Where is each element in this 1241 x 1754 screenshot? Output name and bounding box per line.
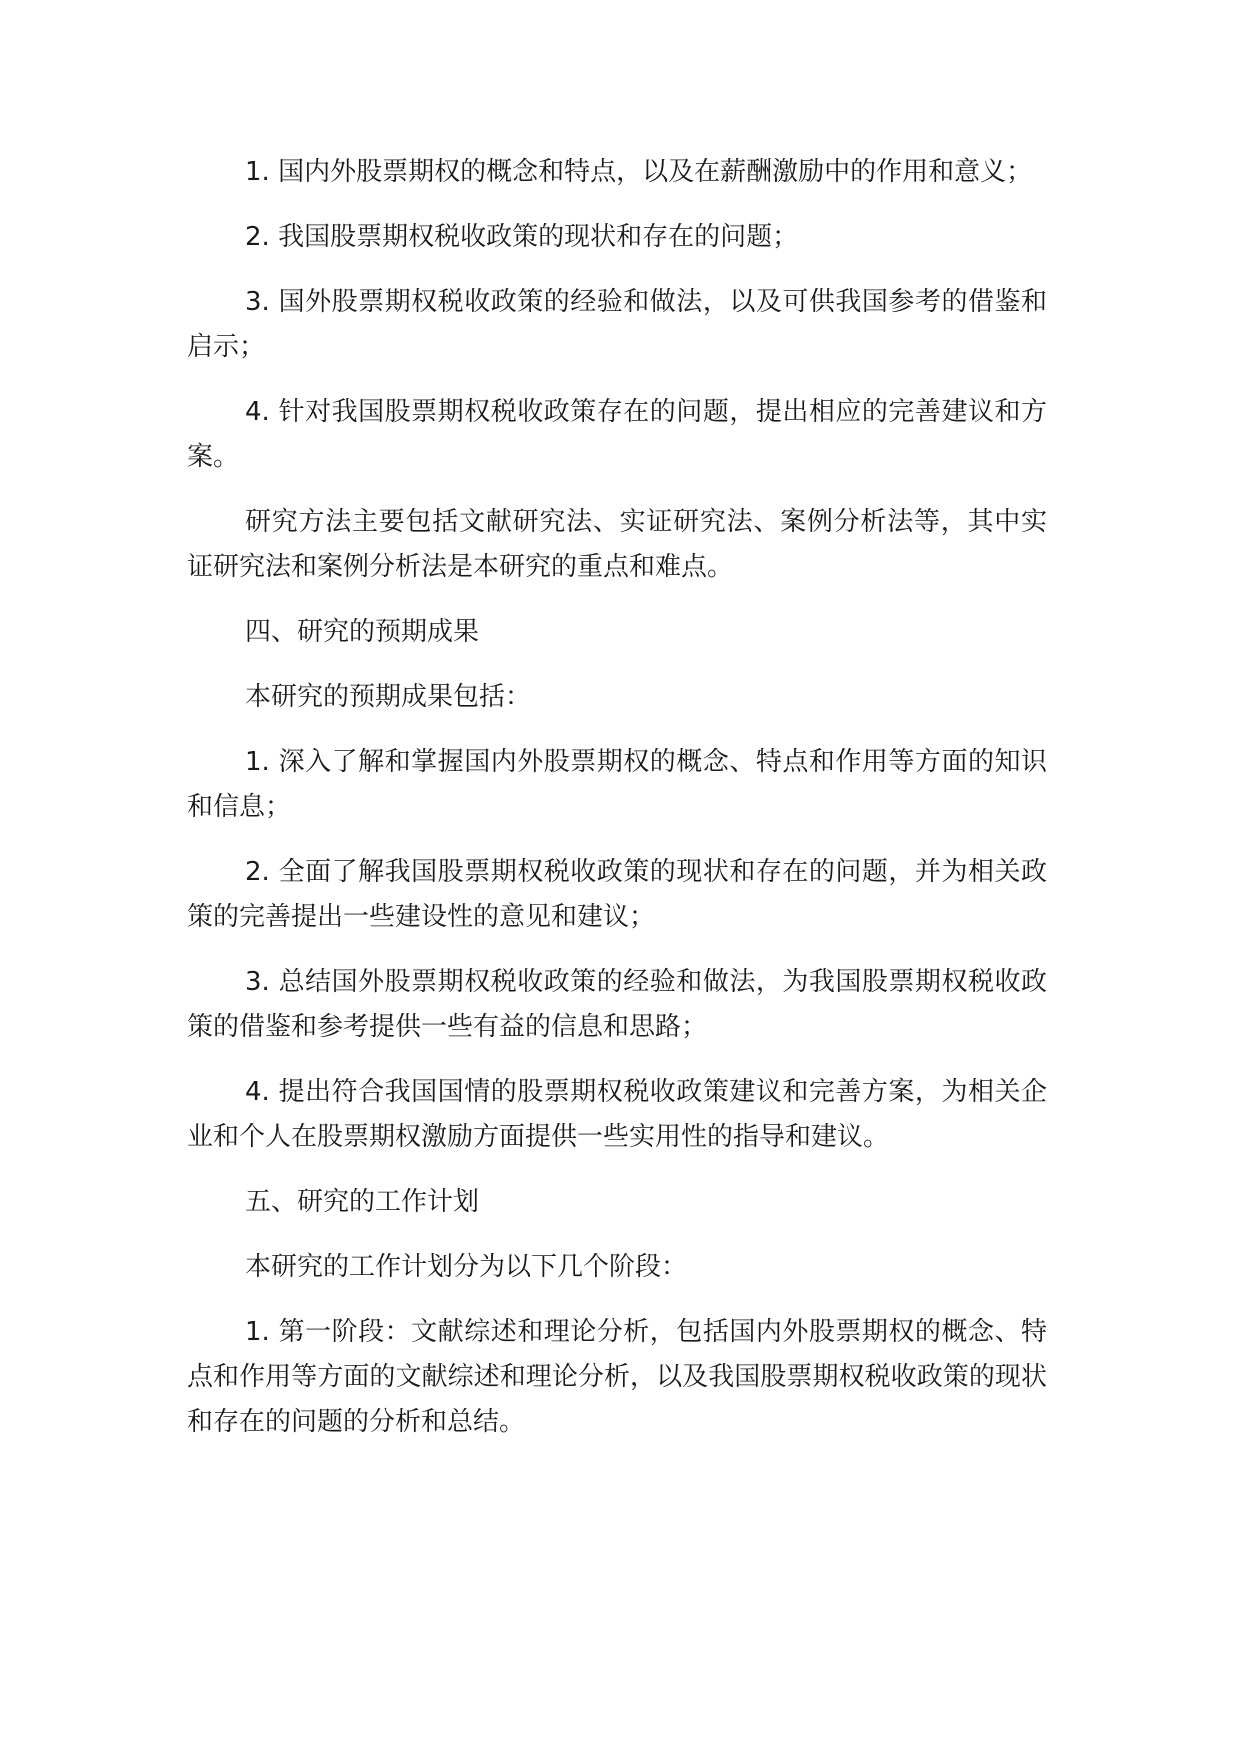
list-item: 1. 国内外股票期权的概念和特点，以及在薪酬激励中的作用和意义； (245, 157, 1033, 187)
list-item: 3. 国外股票期权税收政策的经验和做法，以及可供我国参考的借鉴和启示； (187, 287, 1047, 362)
document-body (187, 150, 1047, 1465)
section-heading: 五、研究的工作计划 (245, 1187, 480, 1217)
list-item: 1. 深入了解和掌握国内外股票期权的概念、特点和作用等方面的知识和信息； (187, 747, 1047, 822)
body-paragraph: 本研究的预期成果包括： (245, 682, 532, 712)
body-paragraph: 研究方法主要包括文献研究法、实证研究法、案例分析法等，其中实证研究法和案例分析法是本研究的重点和难点。 (187, 507, 1047, 582)
list-item: 3. 总结国外股票期权税收政策的经验和做法，为我国股票期权税收政策的借鉴和参考提供一些有益的信息和思路； (187, 967, 1047, 1042)
section-heading: 四、研究的预期成果 (245, 617, 480, 647)
body-paragraph: 本研究的工作计划分为以下几个阶段： (245, 1252, 688, 1282)
list-item: 1. 第一阶段：文献综述和理论分析，包括国内外股票期权的概念、特点和作用等方面的文献综述和理论分析，以及我国股票期权税收政策的现状和存在的问题的分析和总结。 (187, 1317, 1047, 1437)
list-item: 4. 针对我国股票期权税收政策存在的问题，提出相应的完善建议和方案。 (187, 397, 1047, 472)
list-item: 2. 全面了解我国股票期权税收政策的现状和存在的问题，并为相关政策的完善提出一些建设性的意见和建议； (187, 857, 1047, 932)
list-item: 2. 我国股票期权税收政策的现状和存在的问题； (245, 222, 799, 252)
list-item: 4. 提出符合我国国情的股票期权税收政策建议和完善方案，为相关企业和个人在股票期权激励方面提供一些实用性的指导和建议。 (187, 1077, 1047, 1152)
